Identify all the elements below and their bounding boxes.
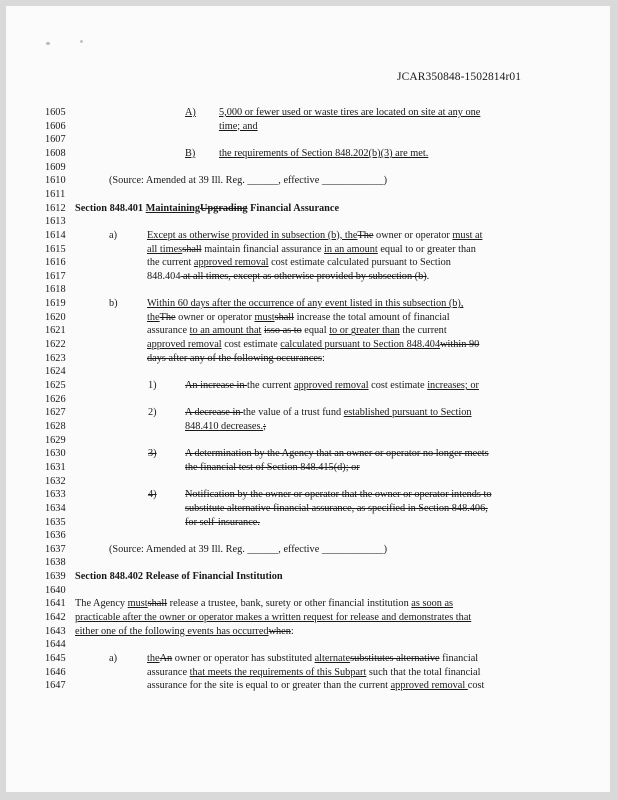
deleted-text: 4) [148,489,157,501]
inserted-text: Maintaining [145,202,201,214]
inserted-text: the [147,653,160,664]
inserted-text: all times [147,243,183,255]
inserted-text: approved removal [293,380,369,391]
document-text-line [75,625,294,638]
line-number: 1619 [45,298,66,310]
document-text-line [185,106,196,119]
line-number: 1620 [45,311,66,323]
inserted-text: must [127,598,148,610]
document-text-line [147,243,476,256]
line-number: 1645 [45,653,66,664]
inserted-text: the requirements of Section 848.202(b)(3) are met. [219,147,429,159]
inserted-text: 5,000 or fewer used or waste tires are located on site at any one [219,107,481,118]
line-number: 1640 [45,584,66,596]
document-text-line [185,147,195,160]
deleted-text: The [357,229,374,241]
text-segment: 2) [148,407,157,419]
text-segment: : [321,352,325,364]
inserted-text: increases; or [427,380,479,391]
text-segment: owner or operator has substituted [172,653,315,664]
document-text-line [75,611,471,624]
line-number: 1612 [45,202,66,214]
document-text-line [185,406,472,419]
inserted-text: approved removal [147,339,222,351]
document-text-line [185,502,488,515]
line-number: 1633 [45,489,66,501]
inserted-text: that meets the requirements of this Subpart [189,666,367,678]
text-segment: : [290,625,294,637]
document-text-line [185,516,260,529]
deleted-text: days after any of the following occurances [147,352,322,364]
line-number: 1623 [45,352,66,364]
inserted-text: in an amount [324,243,378,255]
document-text-line [147,666,480,679]
document-header-id: JCAR350848-1502814r01 [397,71,522,83]
line-number: 1647 [45,680,66,692]
inserted-text: to or greater than [329,325,400,337]
text-segment: the current [399,325,447,337]
document-text-line [75,202,339,215]
document-text-line [185,461,360,474]
text-segment: Section 848.401 [75,202,146,214]
document-text-line [147,311,450,324]
text-segment: 848.404 [147,270,181,282]
line-number: 1624 [45,366,66,378]
text-segment: a) [109,229,117,241]
line-number: 1638 [45,557,66,569]
text-segment: maintain financial assurance [201,243,325,255]
inserted-text: Within 60 days after the occurrence of any event listed in this subsection (b), [147,298,464,310]
document-text-line [109,297,118,310]
line-number: 1611 [45,188,66,200]
text-segment: equal to or greater than [377,243,476,255]
line-number: 1609 [45,161,66,173]
document-text-line [185,447,489,460]
text-segment: Financial Assurance [247,202,340,214]
line-number: 1641 [45,598,66,610]
text-segment: (Source: Amended at 39 Ill. Reg. ______, effective ____________) [109,543,388,555]
text-segment: financial [439,653,479,664]
line-number: 1626 [45,393,66,405]
inserted-text: must at [452,229,483,241]
text-segment: release a trustee, bank, surety or other financial institution [167,598,412,610]
text-segment: a) [109,653,117,664]
text-segment: cost [467,680,485,692]
document-text-line [148,488,157,501]
document-text-line [148,379,157,392]
text-segment: such that the total financial [366,666,481,678]
line-number: 1608 [45,147,66,159]
document-text-line [147,352,325,365]
inserted-text: to an amount that [189,325,262,337]
document-text-line [185,488,492,501]
document-text-line [147,229,482,242]
document-text-line [147,270,429,283]
deleted-text: for self-insurance. [185,516,260,528]
line-number: 1646 [45,666,66,678]
inserted-text: practicable after the owner or operator makes a written request for release and demonstrates that [75,612,472,624]
inserted-text: calculated pursuant to Section 848.404 [280,339,441,351]
deleted-text: substitutes alternative [350,653,440,664]
inserted-text: A) [185,107,196,118]
line-number: 1634 [45,502,66,514]
deleted-text: at all times, except as otherwise provided by subsection (b) [180,270,427,282]
deleted-text: shall [274,311,295,323]
document-text-line [148,447,157,460]
text-segment: (Source: Amended at 39 Ill. Reg. ______, effective ____________) [109,175,388,187]
inserted-text: B) [185,147,196,159]
deleted-text: A determination by the Agency that an owner or operator no longer meets [185,448,489,460]
document-page [6,6,610,792]
text-segment: Section 848.402 Release of Financial Institution [75,571,283,583]
text-segment: equal [301,325,330,337]
document-text-line [147,338,479,351]
deleted-text: isso as to [263,325,302,337]
line-number: 1639 [45,571,66,583]
text-segment: cost estimate [368,380,428,391]
deleted-text: An increase in [185,380,248,391]
inserted-text: Except as otherwise provided in subsection (b), the [147,229,358,241]
line-number: 1637 [45,543,66,555]
inserted-text: alternate [314,653,351,664]
line-number: 1631 [45,461,66,473]
line-number: 1635 [45,516,66,528]
inserted-text: approved removal [390,680,468,692]
document-text-line [75,597,453,610]
inserted-text: must [254,311,275,323]
inserted-text: approved removal [193,257,269,269]
deleted-text: A decrease in [185,407,244,419]
line-number: 1627 [45,407,66,419]
deleted-text: Notification by the owner or operator that the owner or operator intends to [185,489,492,501]
line-number: 1621 [45,325,66,337]
deleted-text: The [159,311,176,323]
document-text-line [147,324,447,337]
document-text-line [109,174,387,187]
document-text-line [147,652,478,665]
line-number: 1622 [45,339,66,351]
document-text-line [185,420,266,433]
document-text-line [148,406,157,419]
scan-artifact-dot [46,42,50,45]
deleted-text: shall [147,598,168,610]
line-number: 1628 [45,420,66,432]
inserted-text: either one of the following events has occurred [75,625,269,637]
document-text-line [109,543,387,556]
line-number: 1610 [45,175,66,187]
inserted-text: the [147,311,160,323]
document-text-line [219,106,480,119]
line-number: 1644 [45,639,66,651]
line-number: 1629 [45,434,66,446]
line-number: 1615 [45,243,66,255]
scan-artifact-dot [80,40,83,43]
document-text-line [219,147,428,160]
line-number: 1617 [45,270,66,282]
text-segment: increase the total amount of financial [294,311,450,323]
line-number: 1643 [45,625,66,637]
line-number: 1606 [45,120,66,132]
document-text-line [219,120,258,133]
line-number: 1642 [45,612,66,624]
line-number: 1605 [45,107,66,118]
text-segment: b) [109,298,118,310]
line-number: 1636 [45,530,66,542]
text-segment: the current [147,257,194,269]
text-segment: owner or operator [175,311,255,323]
document-text-line [109,229,117,242]
line-number: 1607 [45,134,66,146]
inserted-text: time; and [219,120,258,132]
line-number: 1614 [45,229,66,241]
document-text-line [185,379,479,392]
deleted-text: Upgrading [200,202,248,214]
inserted-text: 848.410 decreases. [185,420,264,432]
document-text-line [147,256,451,269]
document-text-line [147,679,484,692]
deleted-text: the financial test of Section 848.415(d); or [185,461,360,473]
text-segment: The Agency [75,598,128,610]
text-segment: the value of a trust fund [243,407,344,419]
document-text-line [75,570,283,583]
deleted-text: An [159,653,173,664]
text-segment: assurance [147,325,190,337]
document-text-line [109,652,117,665]
deleted-text: ; [263,420,266,432]
line-number: 1632 [45,475,66,487]
line-number: 1630 [45,448,66,460]
text-segment: the current [247,380,294,391]
line-number: 1625 [45,380,66,391]
inserted-text: established pursuant to Section [343,407,472,419]
deleted-text: when [268,625,291,637]
deleted-text: 3) [148,448,157,460]
deleted-text: within 90 [440,339,480,351]
text-segment: owner or operator [373,229,453,241]
line-number: 1616 [45,257,66,269]
deleted-text: substitute alternative financial assurance, as specified in Section 848.406, [185,502,488,514]
text-segment: 1) [148,380,157,391]
text-segment: cost estimate [221,339,281,351]
line-number: 1618 [45,284,66,296]
text-segment: . [426,270,430,282]
text-segment: assurance for the site is equal to or greater than the current [147,680,391,692]
line-number: 1613 [45,216,66,228]
text-segment: assurance [147,666,190,678]
inserted-text: as soon as [411,598,454,610]
text-segment: cost estimate calculated pursuant to Section [268,257,451,269]
document-text-line [147,297,463,310]
deleted-text: shall [182,243,202,255]
